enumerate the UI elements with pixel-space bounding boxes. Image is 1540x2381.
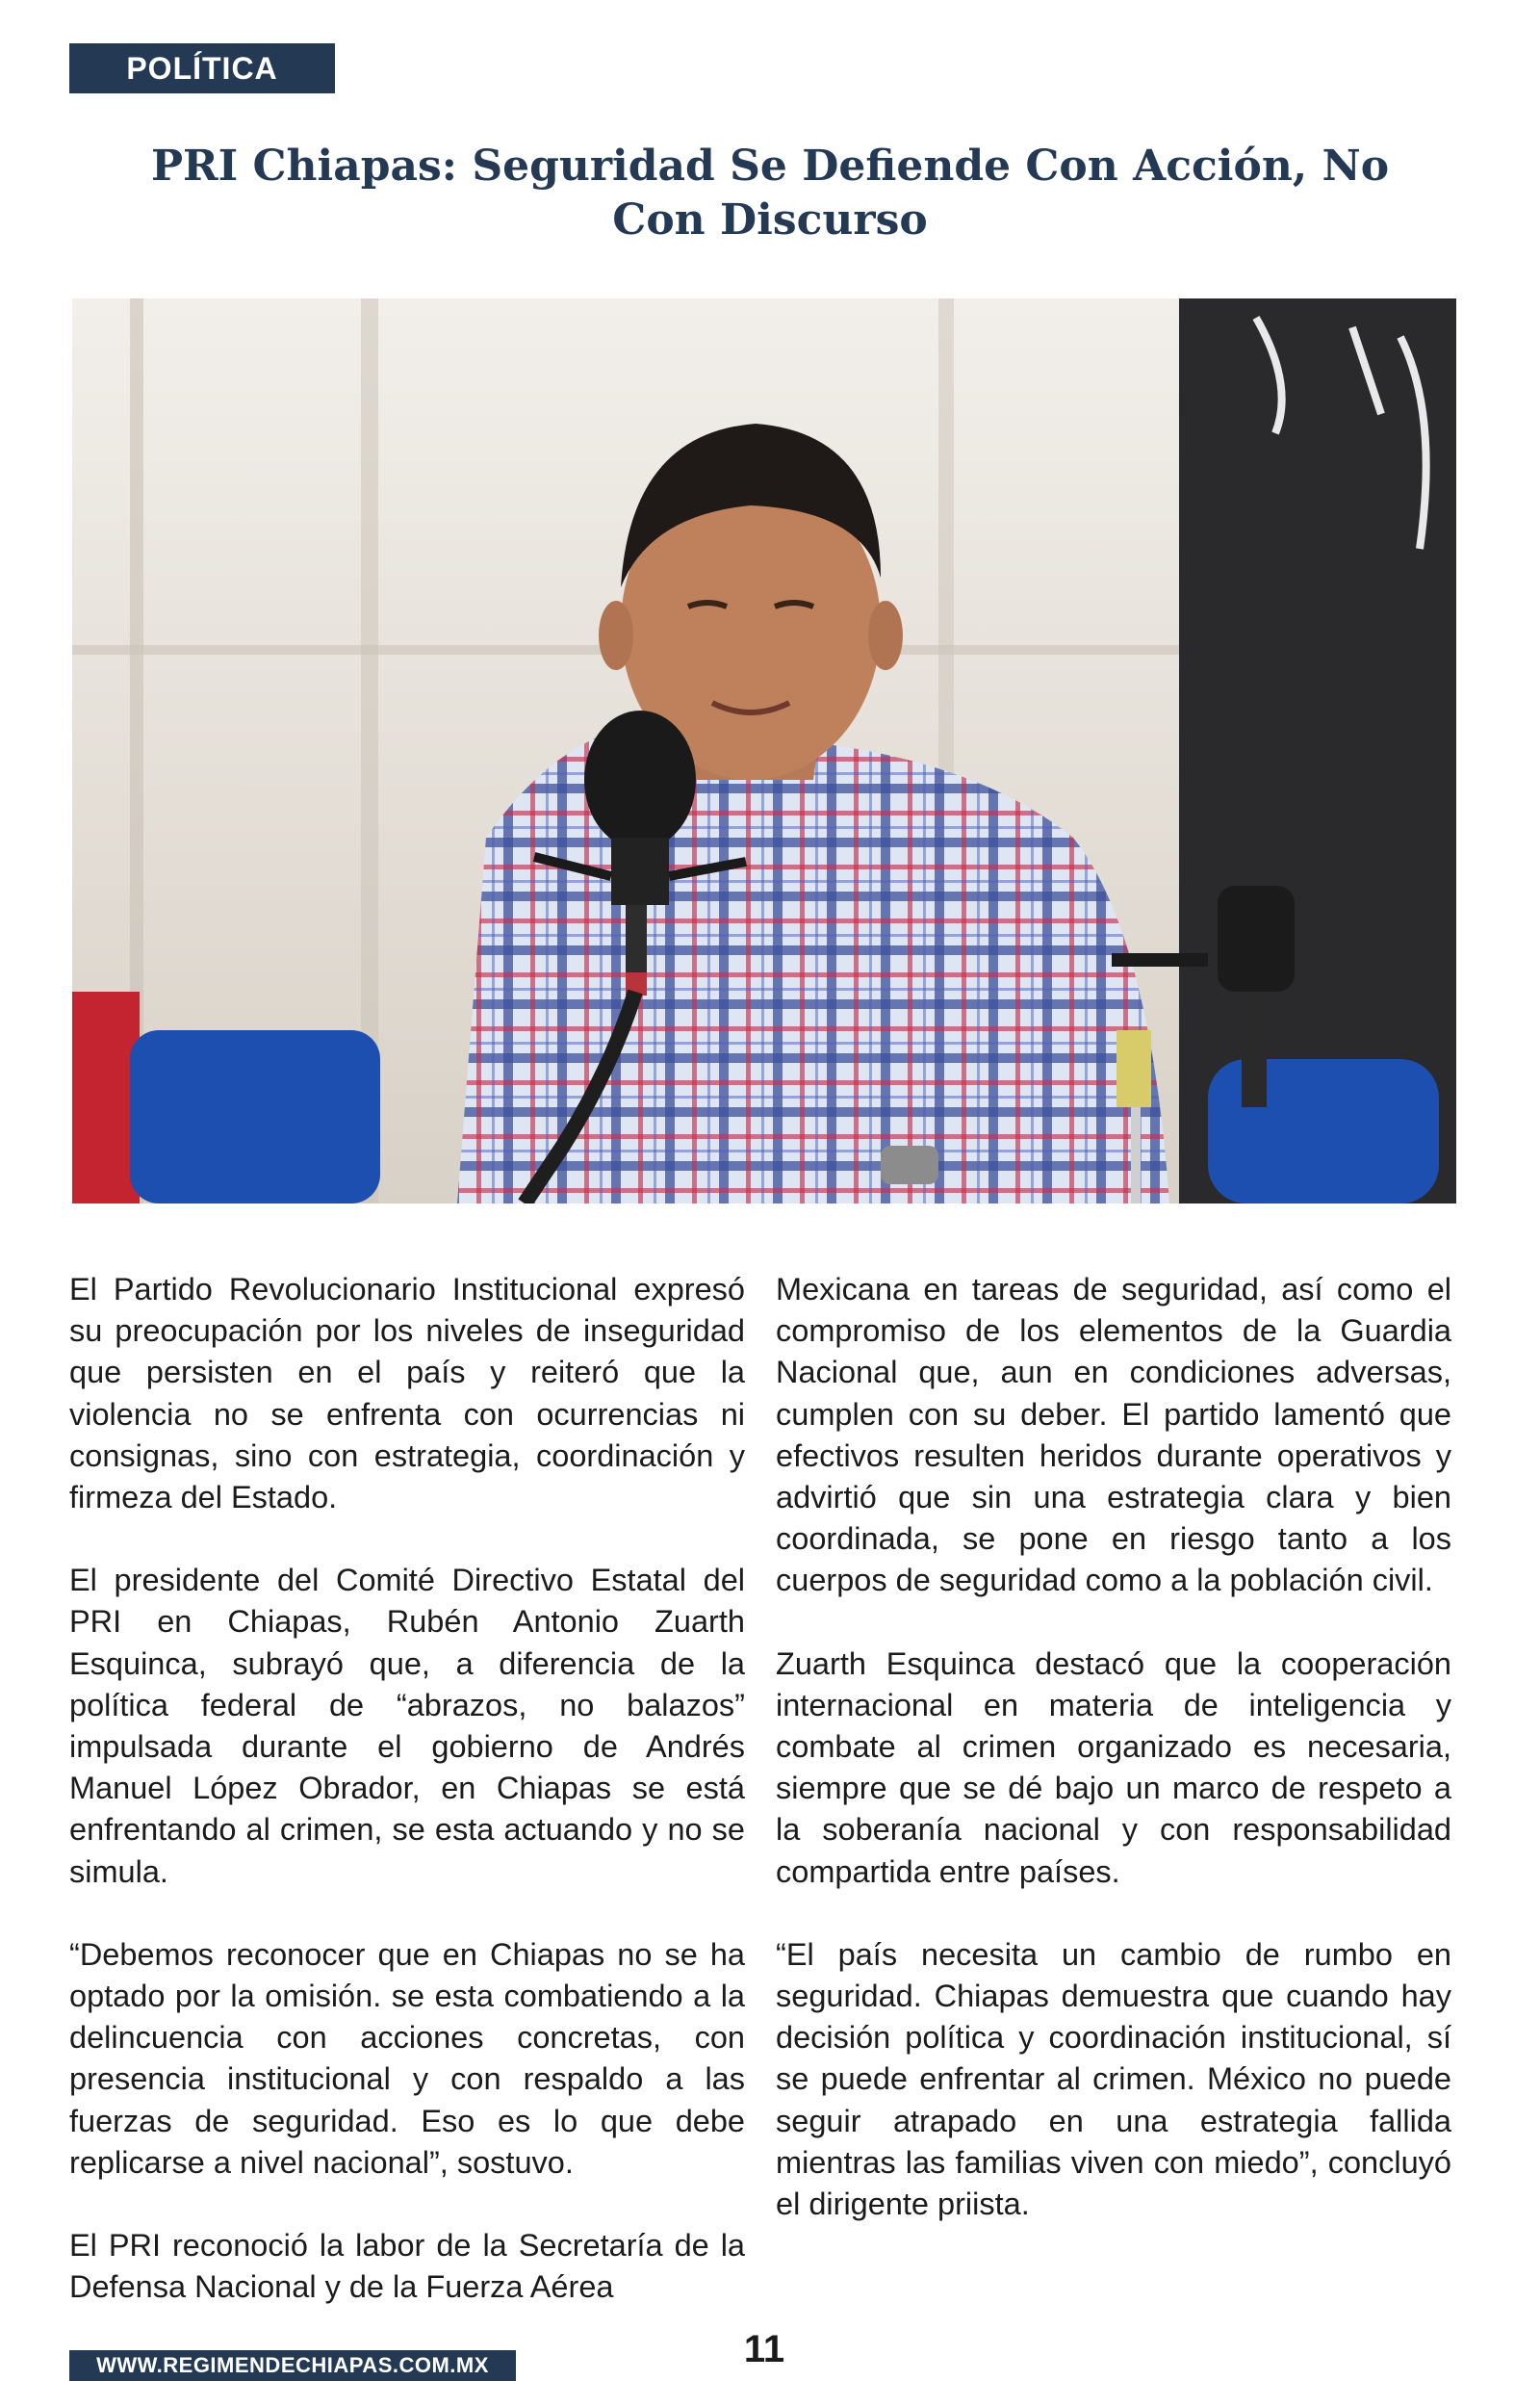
paragraph: “Debemos reconocer que en Chiapas no se ha optado por la omisión. se esta combatiendo a la delincuencia con acciones concretas, con presencia institucional y con respaldo a las fuerzas de seguridad. Eso es lo que debe replicarse a nivel nacional”, sostuvo. <box>69 1936 745 2180</box>
page-number: 11 <box>743 2328 785 2370</box>
paragraph: El PRI reconoció la labor de la Secretaría de la Defensa Nacional y de la Fuerza Aérea <box>69 2228 745 2305</box>
paragraph: El presidente del Comité Directivo Estatal del PRI en Chiapas, Rubén Antonio Zuarth Esquinca, subrayó que, a diferencia de la política federal de “abrazos, no balazos” impulsada durante el gobierno de Andrés Manuel López Obrador, en Chiapas se está enfrentando al crimen, se esta actuando y no se simula. <box>69 1563 745 1889</box>
section-tag: POLÍTICA <box>69 43 335 93</box>
article-column-right <box>776 1269 1451 2225</box>
website-url[interactable]: WWW.REGIMENDECHIAPAS.COM.MX <box>69 2350 516 2381</box>
article-photo <box>72 298 1456 1203</box>
paragraph: “El país necesita un cambio de rumbo en seguridad. Chiapas demuestra que cuando hay decisión política y coordinación institucional, sí se puede enfrentar al crimen. México no puede seguir atrapado en una estrategia fallida mientras las familias viven con miedo”, concluyó el dirigente priista. <box>776 1936 1451 2222</box>
photo-illustration <box>72 298 1456 1203</box>
paragraph: El Partido Revolucionario Institucional expresó su preocupación por los niveles de inseguridad que persisten en el país y reiteró que la violencia no se enfrenta con ocurrencias ni consignas, sino con estrategia, coordinación y firmeza del Estado. <box>69 1272 745 1515</box>
paragraph: Zuarth Esquinca destacó que la cooperación internacional en materia de inteligencia y combate al crimen organizado es necesaria, siempre que se dé bajo un marco de respeto a la soberanía nacional y con responsabilidad compartida entre países. <box>776 1645 1451 1889</box>
paragraph: Mexicana en tareas de seguridad, así como el compromiso de los elementos de la Guardia Nacional que, aun en condiciones adversas, cumplen con su deber. El partido lamentó que efectivos resulten heridos durante operativos y advirtió que sin una estrategia clara y bien coordinada, se pone en riesgo tanto a los cuerpos de seguridad como a la población civil. <box>776 1272 1451 1598</box>
article-column-left <box>69 1269 745 2308</box>
article-headline: PRI Chiapas: Seguridad Se Defiende Con Acción, No Con Discurso <box>150 142 1390 245</box>
